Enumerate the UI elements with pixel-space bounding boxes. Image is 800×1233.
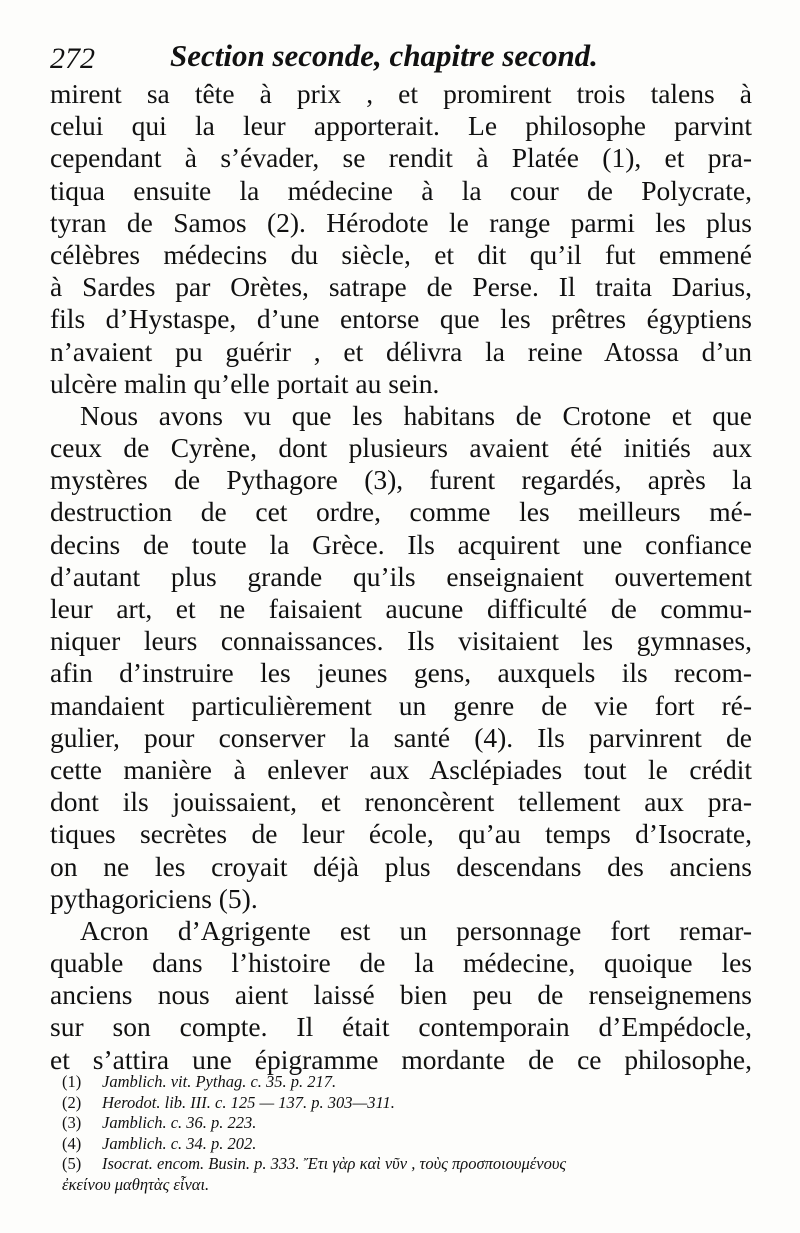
text-line: mirent sa tête à prix , et promirent trois talens à [50,78,752,109]
text-line: sur son compte. Il était contemporain d’Empédocle, [50,1011,752,1043]
text-line: on ne les croyait déjà plus descendans des anciens [50,850,752,882]
footnotes [62,1072,752,1195]
footnote-text: Jamblich. c. 34. p. 202. [102,1133,257,1153]
footnote-number: (4) [62,1133,82,1153]
footnote [62,1154,752,1175]
footnote [62,1072,752,1093]
text-line: niquer leurs connaissances. Ils visitaient les gymnases, [50,625,752,657]
text-line: à Sardes par Orètes, satrape de Perse. Il traita Darius, [50,271,752,303]
text-line: tiqua ensuite la médecine à la cour de Polycrate, [50,174,752,206]
page-number: 272 [50,42,95,75]
footnote-text: ἐκείνου μαθητὰς εἶναι. [62,1174,210,1194]
text-line: célèbres médecins du siècle, et dit qu’il fut emmené [50,238,752,270]
text-line: pythagoriciens (5). [50,882,258,914]
text-line: cette manière à enlever aux Asclépiades tout le crédit [50,753,752,785]
footnote [62,1113,752,1134]
text-line: ceux de Cyrène, dont plusieurs avaient été initiés aux [50,432,752,464]
text-line: decins de toute la Grèce. Ils acquirent une confiance [50,528,752,560]
text-line: destruction de cet ordre, comme les meilleurs mé- [50,496,752,528]
text-line: gulier, pour conserver la santé (4). Ils parvinrent de [50,721,752,753]
footnote [62,1134,752,1155]
footnote-text: Isocrat. encom. Busin. p. 333. Ἔτι γὰρ καὶ νῦν , τοὺς προσποιουμένους [102,1154,567,1173]
text-line: anciens nous aient laissé bien peu de renseignemens [50,979,752,1011]
footnote-text: Jamblich. c. 36. p. 223. [102,1113,257,1132]
text-line: Nous avons vu que les habitans de Crotone et que [80,399,752,431]
footnote-number: (5) [62,1154,82,1173]
footnote-number: (1) [62,1072,82,1091]
running-title: Section seconde, chapitre second. [170,38,598,73]
footnote-continuation [62,1175,752,1196]
footnote-number: (2) [62,1092,82,1112]
text-line: fils d’Hystaspe, d’une entorse que les prêtres égyptiens [50,303,752,335]
text-line: celui qui la leur apporterait. Le philosophe parvint [50,110,752,142]
text-line: leur art, et ne faisaient aucune difficulté de commu- [50,593,752,624]
text-line: n’avaient pu guérir , et délivra la reine Atossa d’un [50,335,752,367]
footnote-text: Jamblich. vit. Pythag. c. 35. p. 217. [102,1072,337,1091]
text-line: tiques secrètes de leur école, qu’au temps d’Isocrate, [50,818,752,850]
text-line: afin d’instruire les jeunes gens, auxquels ils recom- [50,657,752,689]
text-line: d’autant plus grande qu’ils enseignaient ouvertement [50,560,752,592]
text-line: mystères de Pythagore (3), furent regardés, après la [50,464,752,496]
text-line: Acron d’Agrigente est un personnage fort remar- [80,914,752,946]
text-line: quable dans l’histoire de la médecine, quoique les [50,947,752,979]
footnote-number: (3) [62,1113,82,1132]
text-line: et s’attira une épigramme mordante de ce philosophe, [50,1043,752,1075]
text-line: mandaient particulièrement un genre de vie fort ré- [50,689,752,721]
footnote [62,1093,752,1114]
page-header [50,38,750,78]
footnote-text: Herodot. lib. III. c. 125 — 137. p. 303—311. [102,1092,395,1112]
text-line: dont ils jouissaient, et renoncèrent tellement aux pra- [50,786,752,818]
text-line: tyran de Samos (2). Hérodote le range parmi les plus [50,206,752,238]
text-line: ulcère malin qu’elle portait au sein. [50,367,440,399]
body-text [50,78,752,1076]
text-line: cependant à s’évader, se rendit à Platée (1), et pra- [50,142,752,174]
